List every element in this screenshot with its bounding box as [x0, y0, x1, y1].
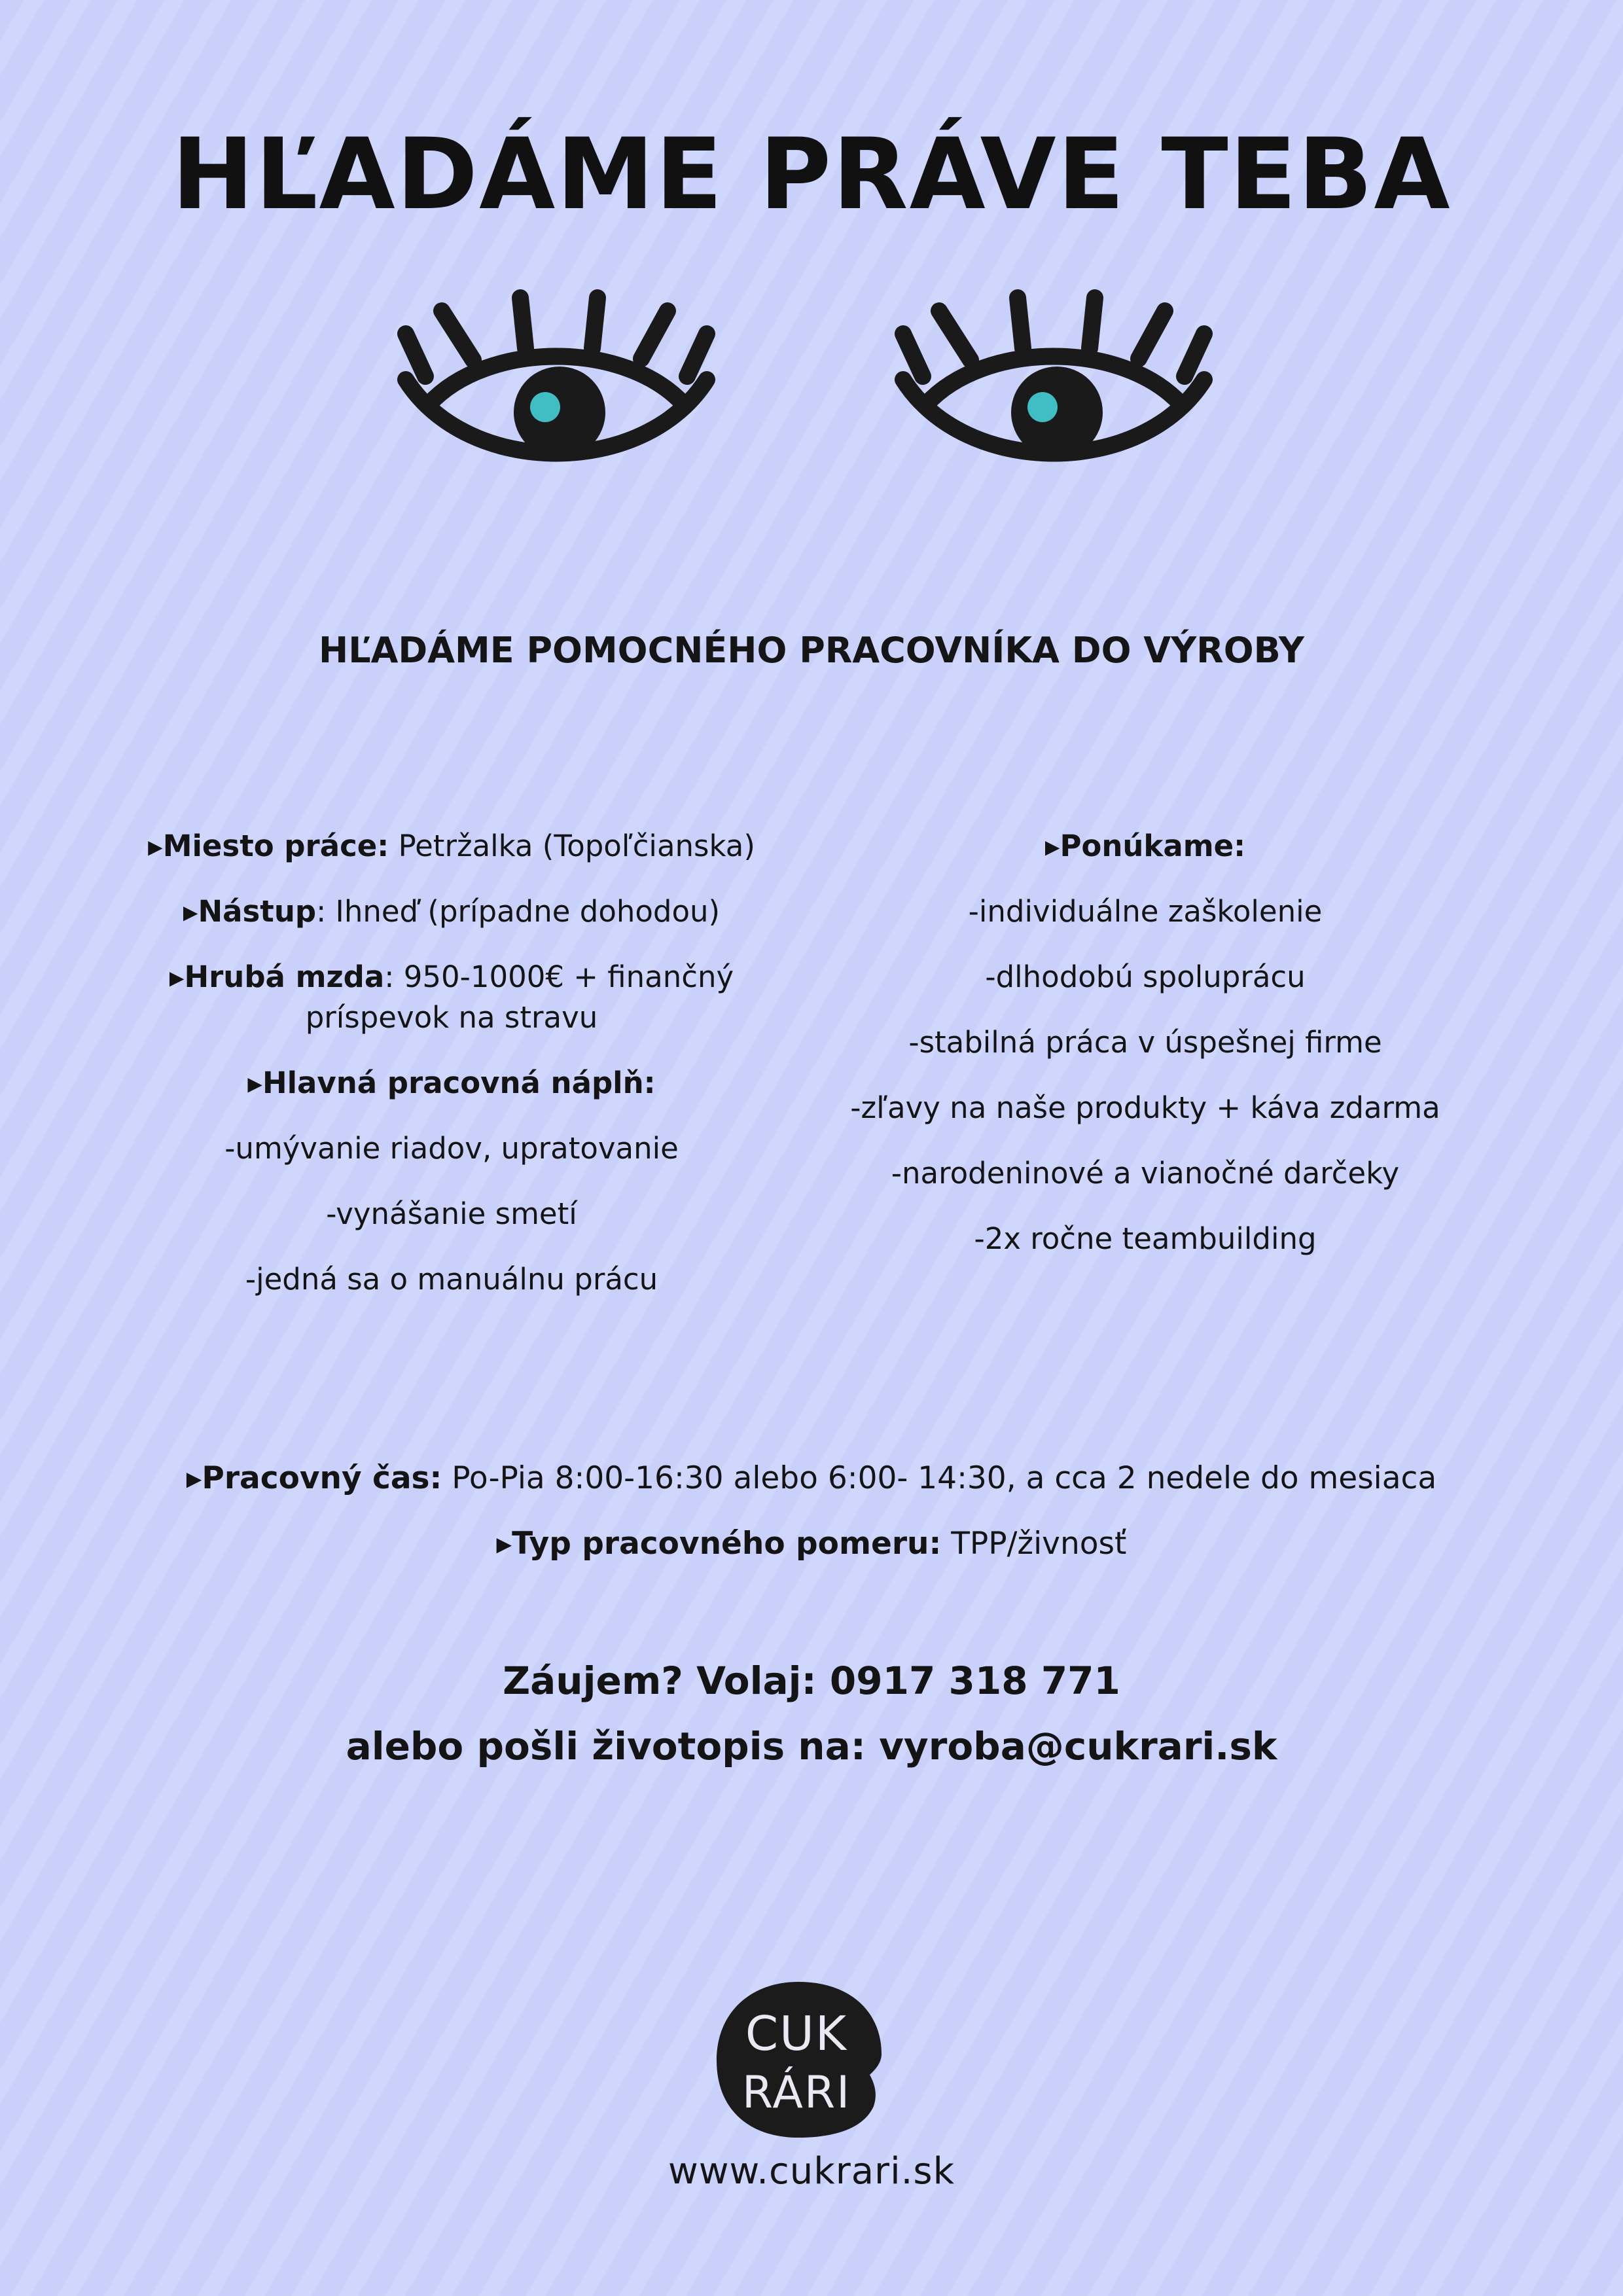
bullet-icon: ▸: [186, 1460, 202, 1496]
duty-item: -jedná sa o manuálnu prácu: [245, 1262, 658, 1297]
contract-row: [0, 1524, 1623, 1564]
logo-text-top: CUK: [745, 2006, 848, 2061]
offer-item: -2x ročne teambuilding: [974, 1221, 1317, 1256]
offer-item: -dlhodobú spoluprácu: [985, 960, 1306, 994]
eye-right-icon: [893, 288, 1214, 517]
website-link[interactable]: www.cukrari.sk: [668, 2150, 955, 2193]
work-hours-value: Po-Pia 8:00-16:30 alebo 6:00- 14:30, a cca 2 nedele do mesiaca: [442, 1460, 1437, 1496]
offer-heading-row: [785, 826, 1505, 867]
contract-label: Typ pracovného pomeru:: [512, 1526, 942, 1562]
work-terms: [0, 1458, 1623, 1589]
bullet-icon: ▸: [183, 894, 198, 929]
bullet-icon: ▸: [496, 1526, 512, 1562]
eye-left-icon: [396, 288, 717, 517]
offer-item: -narodeninové a vianočné darčeky: [891, 1156, 1400, 1191]
logo-text-bottom: RÁRI: [741, 2067, 851, 2119]
wage-row: [92, 957, 812, 1038]
offer-item: -stabilná práca v úspešnej firme: [908, 1025, 1382, 1060]
cukrari-logo: [710, 1977, 887, 2140]
wage-value-line1: : 950-1000€ + finančný: [384, 960, 734, 994]
job-details-column: [92, 826, 812, 1325]
offer-column: [785, 826, 1505, 1284]
contact-block: [0, 1648, 1623, 1779]
offer-item: -individuálne zaškolenie: [968, 894, 1323, 929]
workplace-row: [92, 826, 812, 867]
bullet-icon: ▸: [247, 1066, 262, 1100]
offer-item: -zľavy na naše produkty + káva zdarma: [850, 1090, 1440, 1125]
duty-item: -umývanie riadov, upratovanie: [224, 1131, 679, 1166]
start-label: Nástup: [198, 894, 317, 929]
bullet-icon: ▸: [169, 960, 185, 994]
page-headline: HĽADÁME PRÁVE TEBA: [171, 118, 1452, 232]
start-value: : Ihneď (prípadne dohodou): [316, 894, 721, 929]
email-line: alebo pošli životopis na: vyroba@cukrari.sk: [346, 1724, 1277, 1768]
bullet-icon: ▸: [148, 829, 163, 863]
workplace-label: Miesto práce:: [162, 829, 389, 863]
bullet-icon: ▸: [1044, 829, 1060, 863]
start-row: [92, 891, 812, 932]
duties-label: Hlavná pracovná náplň:: [262, 1066, 656, 1100]
duties-heading-row: [92, 1063, 812, 1103]
wage-value-line2: príspevok na stravu: [305, 1000, 598, 1035]
offer-label: Ponúkame:: [1060, 829, 1246, 863]
contract-value: TPP/živnosť: [941, 1526, 1127, 1562]
position-subheading: HĽADÁME POMOCNÉHO PRACOVNÍKA DO VÝROBY: [319, 630, 1304, 671]
work-hours-row: [0, 1458, 1623, 1499]
work-hours-label: Pracovný čas:: [202, 1460, 442, 1496]
phone-line: Záujem? Volaj: 0917 318 771: [503, 1659, 1120, 1703]
wage-label: Hrubá mzda: [184, 960, 385, 994]
duty-item: -vynášanie smetí: [326, 1196, 577, 1231]
workplace-value: Petržalka (Topoľčianska): [389, 829, 755, 863]
